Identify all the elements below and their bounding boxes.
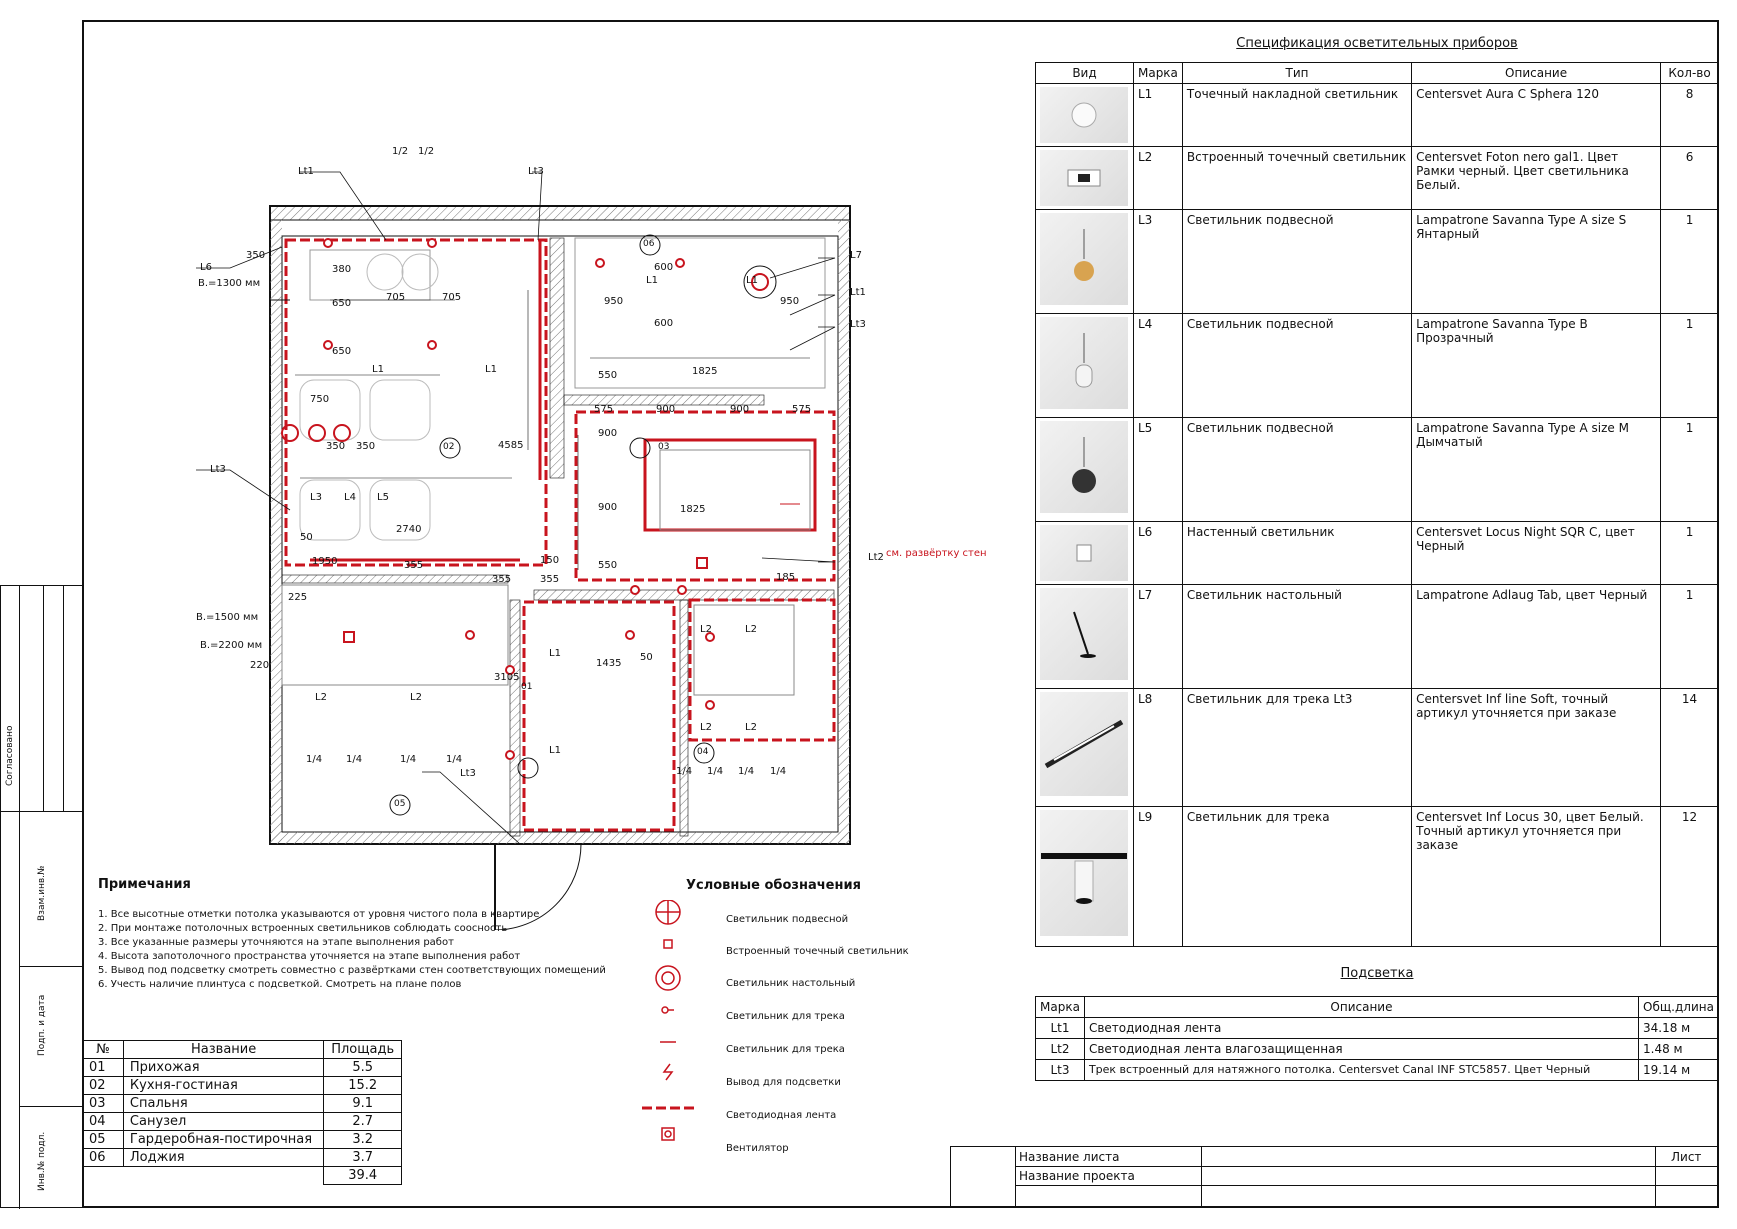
lt2-label: Lt2 — [868, 552, 884, 563]
dim-value: 350 — [326, 441, 346, 452]
room-name: Санузел — [123, 1113, 323, 1131]
spec-desc: Centersvet Inf Locus 30, цвет Белый. Точный артикул уточняется при заказе — [1412, 807, 1661, 947]
spec-type: Светильник для трека — [1182, 807, 1411, 947]
lt3-label-c: Lt3 — [210, 464, 226, 475]
rooms-header-name: Название — [123, 1041, 323, 1059]
fixture-l1: L1 — [372, 364, 384, 375]
fixture-thumb — [1036, 314, 1134, 418]
desk-lamp-symbol — [656, 966, 680, 990]
rooms-header-no: № — [83, 1041, 124, 1059]
left-wall — [270, 220, 282, 844]
spec-mark: L5 — [1133, 418, 1182, 522]
dim-value: 355 — [404, 560, 424, 571]
dim-value: 355 — [492, 574, 512, 585]
spec-type: Светильник для трека Lt3 — [1182, 689, 1411, 807]
legend-led: Светодиодная лента — [726, 1110, 837, 1121]
room-row — [83, 1131, 402, 1149]
spec-row — [1036, 807, 1719, 947]
spec-header-type: Тип — [1182, 63, 1411, 84]
dim-value: 350 — [356, 441, 376, 452]
spec-desc: Lampatrone Savanna Type A size S Янтарный — [1412, 210, 1661, 314]
spec-mark: L8 — [1133, 689, 1182, 807]
fixture-l4: L4 — [344, 492, 356, 503]
dim-value: 185 — [776, 572, 796, 583]
backlight-mark: Lt1 — [1036, 1018, 1085, 1039]
pendant-l3 — [282, 425, 298, 441]
quarter-dim: 1/4 — [306, 754, 323, 765]
legend-outlet: Вывод для подсветки — [726, 1077, 841, 1088]
spec-row — [1036, 84, 1719, 147]
backlight-len: 34.18 м — [1639, 1018, 1719, 1039]
spec-row — [1036, 689, 1719, 807]
room-no: 02 — [83, 1077, 124, 1095]
quarter-dim: 1/4 — [400, 754, 417, 765]
spot-symbol — [664, 940, 672, 948]
spec-qty: 12 — [1661, 807, 1719, 947]
spec-qty: 1 — [1661, 210, 1719, 314]
dim-value: 150 — [540, 555, 560, 566]
backlight-header-mark: Марка — [1036, 997, 1085, 1018]
pendant-l5 — [334, 425, 350, 441]
spec-mark: L9 — [1133, 807, 1182, 947]
quarter-dim: 1/4 — [676, 766, 693, 777]
dim-value: 650 — [332, 298, 352, 309]
fixture-l1: L1 — [746, 275, 758, 286]
agreed-label: Согласовано — [5, 725, 15, 786]
spec-header-row — [1036, 63, 1719, 84]
spec-desc: Centersvet Foton nero gal1. Цвет Рамки черный. Цвет светильника Белый. — [1412, 147, 1661, 210]
dim-value: 705 — [386, 292, 406, 303]
spec-desc: Centersvet Inf line Soft, точный артикул уточняется при заказе — [1412, 689, 1661, 807]
spec-qty: 1 — [1661, 314, 1719, 418]
fixture-thumb — [1036, 585, 1134, 689]
floor-plan — [190, 150, 1050, 930]
spec-row — [1036, 314, 1719, 418]
dim-value: 600 — [654, 262, 674, 273]
spec-type: Настенный светильник — [1182, 522, 1411, 585]
backlight-desc: Светодиодная лента влагозащищенная — [1084, 1039, 1638, 1060]
dim-value: 4585 — [498, 440, 524, 451]
dim-value: 1950 — [312, 556, 338, 567]
fixture-thumb — [1036, 418, 1134, 522]
spec-row — [1036, 522, 1719, 585]
dim-value: 900 — [656, 404, 676, 415]
room-area: 5.5 — [324, 1059, 402, 1077]
legend-track: Светильник для трека — [726, 1044, 845, 1055]
dim-value: 1825 — [680, 504, 706, 515]
room-row — [83, 1113, 402, 1131]
quarter-dim: 1/4 — [346, 754, 363, 765]
dim-value: 900 — [598, 428, 618, 439]
room-row — [83, 1077, 402, 1095]
title-block — [950, 1146, 1719, 1208]
backlight-len: 19.14 м — [1639, 1060, 1719, 1081]
dim-value: 2740 — [396, 524, 422, 535]
fixture-l1: L1 — [485, 364, 497, 375]
spec-mark: L7 — [1133, 585, 1182, 689]
height-1500: В.=1500 мм — [196, 612, 259, 623]
fixture-thumb — [1036, 689, 1134, 807]
sheet-label: Лист — [1671, 1150, 1702, 1164]
spec-type: Светильник настольный — [1182, 585, 1411, 689]
fixture-l2: L2 — [745, 722, 757, 733]
dim-half-b: 1/2 — [418, 146, 435, 157]
spec-qty: 1 — [1661, 585, 1719, 689]
room-number-02: 02 — [443, 442, 455, 452]
dim-value: 575 — [594, 404, 614, 415]
quarter-dim: 1/4 — [770, 766, 787, 777]
room-name: Лоджия — [123, 1149, 323, 1167]
dim-value: 1435 — [596, 658, 622, 669]
legend-title: Условные обозначения — [686, 878, 861, 893]
fixture-l1: L1 — [549, 648, 561, 659]
spec-type: Светильник подвесной — [1182, 314, 1411, 418]
room-name: Спальня — [123, 1095, 323, 1113]
wall-wardrobe-top — [282, 575, 508, 583]
lt3-label-a: Lt3 — [528, 166, 544, 177]
spec-mark: L4 — [1133, 314, 1182, 418]
legend-spot: Встроенный точечный светильник — [726, 946, 909, 957]
backlight-desc: Трек встроенный для натяжного потолка. Centersvet Canal INF STC5857. Цвет Черный — [1084, 1060, 1638, 1081]
rooms-header-area: Площадь — [324, 1041, 402, 1059]
backlight-header-row — [1036, 997, 1719, 1018]
backlight-header-desc: Описание — [1084, 997, 1638, 1018]
spec-header-qty: Кол-во — [1661, 63, 1719, 84]
legend-fan: Вентилятор — [726, 1143, 789, 1154]
fixture-l2: L2 — [315, 692, 327, 703]
spec-qty: 1 — [1661, 418, 1719, 522]
room-row — [83, 1059, 402, 1077]
wall-kitchen-right — [550, 238, 564, 478]
spec-qty: 8 — [1661, 84, 1719, 147]
l6-height: В.=1300 мм — [198, 278, 261, 289]
legend-desk-lamp: Светильник настольный — [726, 978, 856, 989]
spec-type: Встроенный точечный светильник — [1182, 147, 1411, 210]
inv-no-label: Взам.инв.№ — [37, 865, 47, 921]
fixture-thumb — [1036, 210, 1134, 314]
fixture-thumb — [1036, 84, 1134, 147]
fixture-thumb — [1036, 522, 1134, 585]
note-item: 2. При монтаже потолочных встроенных светильников соблюдать соосность — [98, 923, 508, 934]
sheet-name-label: Название листа — [1019, 1150, 1120, 1164]
spec-header-mark: Марка — [1133, 63, 1182, 84]
fan-wardrobe — [344, 632, 354, 642]
spec-desc: Lampatrone Adlaug Tab, цвет Черный — [1412, 585, 1661, 689]
room-area: 15.2 — [324, 1077, 402, 1095]
bottom-wall — [270, 832, 850, 844]
dim-value: 50 — [640, 652, 653, 663]
room-name: Прихожая — [123, 1059, 323, 1077]
room-number-05: 05 — [394, 799, 406, 809]
bed-track — [645, 440, 815, 530]
spec-desc: Lampatrone Savanna Type A size M Дымчатый — [1412, 418, 1661, 522]
rooms-table — [82, 1040, 402, 1185]
dim-value: 950 — [604, 296, 624, 307]
dim-value: 50 — [300, 532, 313, 543]
dim-value: 575 — [792, 404, 812, 415]
note-item: 4. Высота запотолочного пространства уточняется на этапе выполнения работ — [98, 951, 521, 962]
quarter-dim: 1/4 — [446, 754, 463, 765]
fixture-thumb — [1036, 147, 1134, 210]
rooms-total: 39.4 — [324, 1167, 402, 1185]
bed — [660, 450, 810, 530]
spec-desc: Lampatrone Savanna Type B Прозрачный — [1412, 314, 1661, 418]
note-item: 3. Все указанные размеры уточняются на этапе выполнения работ — [98, 937, 454, 948]
legend-track-light: Светильник для трека — [726, 1011, 845, 1022]
backlight-desc: Светодиодная лента — [1084, 1018, 1638, 1039]
fixture-l1: L1 — [646, 275, 658, 286]
l7-label: L7 — [850, 250, 862, 261]
spec-row — [1036, 210, 1719, 314]
led-bath — [690, 600, 834, 740]
dim-value: 3105 — [494, 672, 520, 683]
spec-row — [1036, 585, 1719, 689]
sofa — [310, 250, 430, 300]
wall-bath-left — [680, 600, 688, 836]
fixture-l2: L2 — [700, 624, 712, 635]
room-no: 06 — [83, 1149, 124, 1167]
room-number-06: 06 — [643, 239, 655, 249]
spec-desc: Centersvet Aura C Sphera 120 — [1412, 84, 1661, 147]
room-no: 04 — [83, 1113, 124, 1131]
spec-type: Точечный накладной светильник — [1182, 84, 1411, 147]
fixture-l2: L2 — [700, 722, 712, 733]
backlight-title: Подсветка — [1340, 966, 1414, 981]
sign-date-label: Подп. и дата — [37, 994, 47, 1056]
notes-title: Примечания — [98, 877, 191, 892]
note-item: 6. Учесть наличие плинтуса с подсветкой. Смотреть на плане полов — [98, 979, 462, 990]
dim-value: 900 — [730, 404, 750, 415]
room-number-03: 03 — [658, 442, 670, 452]
spec-qty: 14 — [1661, 689, 1719, 807]
dim-value: 225 — [288, 592, 308, 603]
dim-value: 750 — [310, 394, 330, 405]
rooms-total-row — [83, 1167, 402, 1185]
room-number-01: 01 — [521, 682, 533, 692]
right-wall — [838, 220, 850, 844]
spec-type: Светильник подвесной — [1182, 418, 1411, 522]
room-no: 05 — [83, 1131, 124, 1149]
backlight-len: 1.48 м — [1639, 1039, 1719, 1060]
spec-qty: 6 — [1661, 147, 1719, 210]
backlight-table — [1035, 996, 1719, 1081]
backlight-header-len: Общ.длина — [1639, 997, 1719, 1018]
legend-pendant: Светильник подвесной — [726, 914, 849, 925]
room-no: 01 — [83, 1059, 124, 1077]
spec-type: Светильник подвесной — [1182, 210, 1411, 314]
note-item: 1. Все высотные отметки потолка указываются от уровня чистого пола в квартире — [98, 909, 540, 920]
inv-orig-label: Инв.№ подл. — [37, 1131, 47, 1191]
led-hall — [524, 602, 674, 830]
backlight-mark: Lt2 — [1036, 1039, 1085, 1060]
room-area: 2.7 — [324, 1113, 402, 1131]
room-no: 03 — [83, 1095, 124, 1113]
room-number-04: 04 — [697, 747, 709, 757]
track-light-symbol — [662, 1007, 668, 1013]
dim-value: 650 — [332, 346, 352, 357]
dim-value: 350 — [246, 250, 266, 261]
fixture-l3: L3 — [310, 492, 322, 503]
wall-hall-left — [510, 600, 520, 836]
rooms-header-row — [83, 1041, 402, 1059]
room-row — [83, 1095, 402, 1113]
spec-qty: 1 — [1661, 522, 1719, 585]
backlight-mark: Lt3 — [1036, 1060, 1085, 1081]
dim-value: 900 — [598, 502, 618, 513]
notes-block — [98, 878, 606, 992]
backlight-row — [1036, 1039, 1719, 1060]
lt1-label-b: Lt1 — [850, 287, 866, 298]
quarter-dim: 1/4 — [738, 766, 755, 777]
room-name: Гардеробная-постирочная — [123, 1131, 323, 1149]
dim-value: 705 — [442, 292, 462, 303]
spec-desc: Centersvet Locus Night SQR C, цвет Черный — [1412, 522, 1661, 585]
fixture-l5: L5 — [377, 492, 389, 503]
spec-row — [1036, 147, 1719, 210]
dim-value: 355 — [540, 574, 560, 585]
dim-value: 550 — [598, 370, 618, 381]
fan-bath — [697, 558, 707, 568]
dim-value: 220 — [250, 660, 270, 671]
room-area: 3.2 — [324, 1131, 402, 1149]
dim-value: 950 — [780, 296, 800, 307]
see-walls-label: см. развёртку стен — [886, 548, 987, 559]
lt1-label-a: Lt1 — [298, 166, 314, 177]
note-item: 5. Вывод под подсветку смотреть совместно с развёртками стен соответствующих помещений — [98, 965, 606, 976]
fixture-l2: L2 — [745, 624, 757, 635]
spec-table — [1035, 62, 1719, 947]
legend-symbols — [640, 900, 700, 1150]
dim-value: 550 — [598, 560, 618, 571]
project-name-label: Название проекта — [1019, 1169, 1135, 1183]
power-outlet-symbol — [664, 1064, 672, 1080]
spec-mark: L3 — [1133, 210, 1182, 314]
side-stamp-strip — [0, 585, 82, 1208]
fixture-l1: L1 — [549, 745, 561, 756]
backlight-row — [1036, 1018, 1719, 1039]
dim-half-a: 1/2 — [392, 146, 409, 157]
room-name: Кухня-гостиная — [123, 1077, 323, 1095]
spec-mark: L6 — [1133, 522, 1182, 585]
room-row — [83, 1149, 402, 1167]
l6-label: L6 — [200, 262, 212, 273]
fan-symbol — [662, 1128, 674, 1140]
room-area: 9.1 — [324, 1095, 402, 1113]
spec-title: Спецификация осветительных приборов — [1236, 36, 1518, 51]
spec-header-desc: Описание — [1412, 63, 1661, 84]
dim-value: 1825 — [692, 366, 718, 377]
dim-value: 600 — [654, 318, 674, 329]
spec-mark: L1 — [1133, 84, 1182, 147]
spec-header-view: Вид — [1036, 63, 1134, 84]
room-area: 3.7 — [324, 1149, 402, 1167]
spec-row — [1036, 418, 1719, 522]
top-parapet — [270, 206, 850, 220]
lt3-label-b: Lt3 — [850, 319, 866, 330]
fixture-l2: L2 — [410, 692, 422, 703]
backlight-row — [1036, 1060, 1719, 1081]
spec-mark: L2 — [1133, 147, 1182, 210]
dim-value: 380 — [332, 264, 352, 275]
height-2200: В.=2200 мм — [200, 640, 263, 651]
bath-tub — [694, 605, 794, 695]
pendant-l4 — [309, 425, 325, 441]
lt3-label-d: Lt3 — [460, 768, 476, 779]
fixture-thumb — [1036, 807, 1134, 947]
quarter-dim: 1/4 — [707, 766, 724, 777]
